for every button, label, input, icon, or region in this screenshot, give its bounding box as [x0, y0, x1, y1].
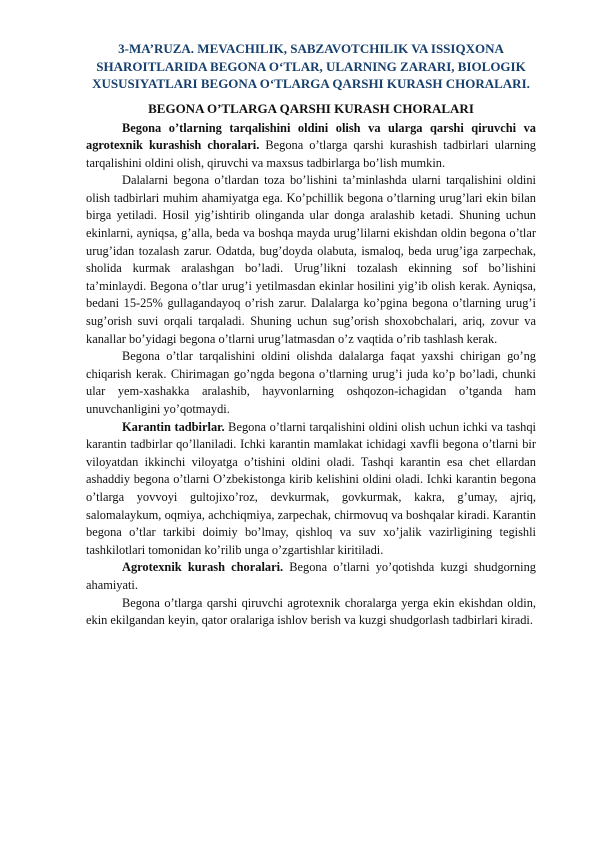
paragraph-4: [86, 419, 536, 560]
paragraph-2-text: Dalalarni begona o’tlardan toza bo’lishini ta’minlashda ularni tarqalishini oldini olish tadbirlari muhim ahamiyatga ega. Ko’pchillik begona o’tlarning urug’lari ekin bilan birga yetiladi. Hosil yig’ishtirib olinganda ular donga aralashib ketadi. Shuning uchun ekinlarni, ayniqsa, g’alla, beda va boshqa mayda urug’lilarni ekishdan oldin begona o’tlar urug’idan tozalash zarur. Odatda, bug’doyda olabuta, ismaloq, beda urug’iga zarpechak, sholida kurmak aralashgan bo’ladi. Urug’likni tozalash ekinning sof bo’lishini ta’minlaydi. Begona o’tlar urug’i yetilmasdan ekinlar hosilini yig’ib olish kerak. Ayniqsa, bedani 15-25% gullagandayoq o’rish zarur. Dalalarga ko’pgina begona o’tlarning urug’i sug’orish suvi orqali tarqaladi. Shuning uchun sug’orish shoxobchalari, ariq, zovur va kanallar bo’yidagi begona o’tlarni urug’latmasdan o’z vaqtida o’rib tashlash kerak.: [86, 173, 536, 346]
paragraph-5-lead: Agrotexnik kurash choralari.: [122, 560, 284, 575]
paragraph-4-text: Begona o’tlarni tarqalishini oldini olish uchun ichki va tashqi karantin tadbirlar qo’llaniladi. Ichki karantin mamlakat ichidagi xavfli begona o’tlarni bir viloyatdan ikkinchi viloyatga o’tishini oldini oladi. Tashqi karantin esa chet ellardan ashaddiy begona o’tlarni O’zbekistonga kirib kelishini oldini oladi. Ichki karantin begona o’tlarga yovvoyi gultojixo’roz, devkurmak, govkurmak, kakra, g’umay, ajriq, salomalaykum, oqmiya, achchiqmiya, zarpechak, chirmovuq va boshqalar kiradi. Karantin begona o’tlar tarkibi doimiy bo’lmay, qishloq va suv xo’jalik vazirligining tegishli tashkilotlari tomonidan ko’rilib unga o’zgartishlar kiritiladi.: [86, 419, 536, 557]
paragraph-3-text: Begona o’tlar tarqalishini oldini olishda dalalarga faqat yaxshi chirigan go’ng chiqarish kerak. Chirimagan go’ngda begona o’tlarning urug’i juda ko’p bo’ladi, chunki ular yem-xashakka aralashib, hayvonlarning oshqozon-ichagidan o’tganda ham unuvchanligini yo’qotmaydi.: [86, 349, 536, 416]
section-heading: BEGONA O’TLARGA QARSHI KURASH CHORALARI: [148, 100, 474, 116]
paragraph-1: [86, 120, 536, 173]
paragraph-5: [86, 559, 536, 594]
lecture-title: 3-MA’RUZA. MEVACHILIK, SABZAVOTCHILIK VA ISSIQXONA SHAROITLARIDA BEGONA O‘TLAR, ULARNING ZARARI, BIOLOGIK XUSUSIYATLARI BEGONA O‘TLARGA QARSHI KURASH CHORALARI.: [92, 41, 530, 91]
paragraph-2: [86, 172, 536, 348]
paragraph-5-text: Begona o’tlarni yo’qotishda kuzgi shudgorning ahamiyati.: [86, 560, 536, 592]
paragraph-1-lead: Begona o’tlarning tarqalishini oldini olish va ularga qarshi qiruvchi va agrotexnik kurashish choralari.: [86, 120, 536, 153]
paragraph-4-lead: Karantin tadbirlar.: [122, 419, 225, 434]
paragraph-1-text: Begona o’tlarga qarshi kurashish tadbirlari ularning tarqalishini oldini olish, qiruvchi va maxsus tadbirlarga bo’lish mumkin.: [86, 138, 536, 170]
paragraph-6: [86, 595, 536, 630]
paragraph-3: [86, 348, 536, 418]
paragraph-6-text: Begona o’tlarga qarshi qiruvchi agrotexnik choralarga yerga ekin ekishdan oldin, ekin ekilgandan keyin, qator oralariga ishlov berish va kuzgi shudgorlash tadbirlari kiradi.: [86, 595, 536, 628]
